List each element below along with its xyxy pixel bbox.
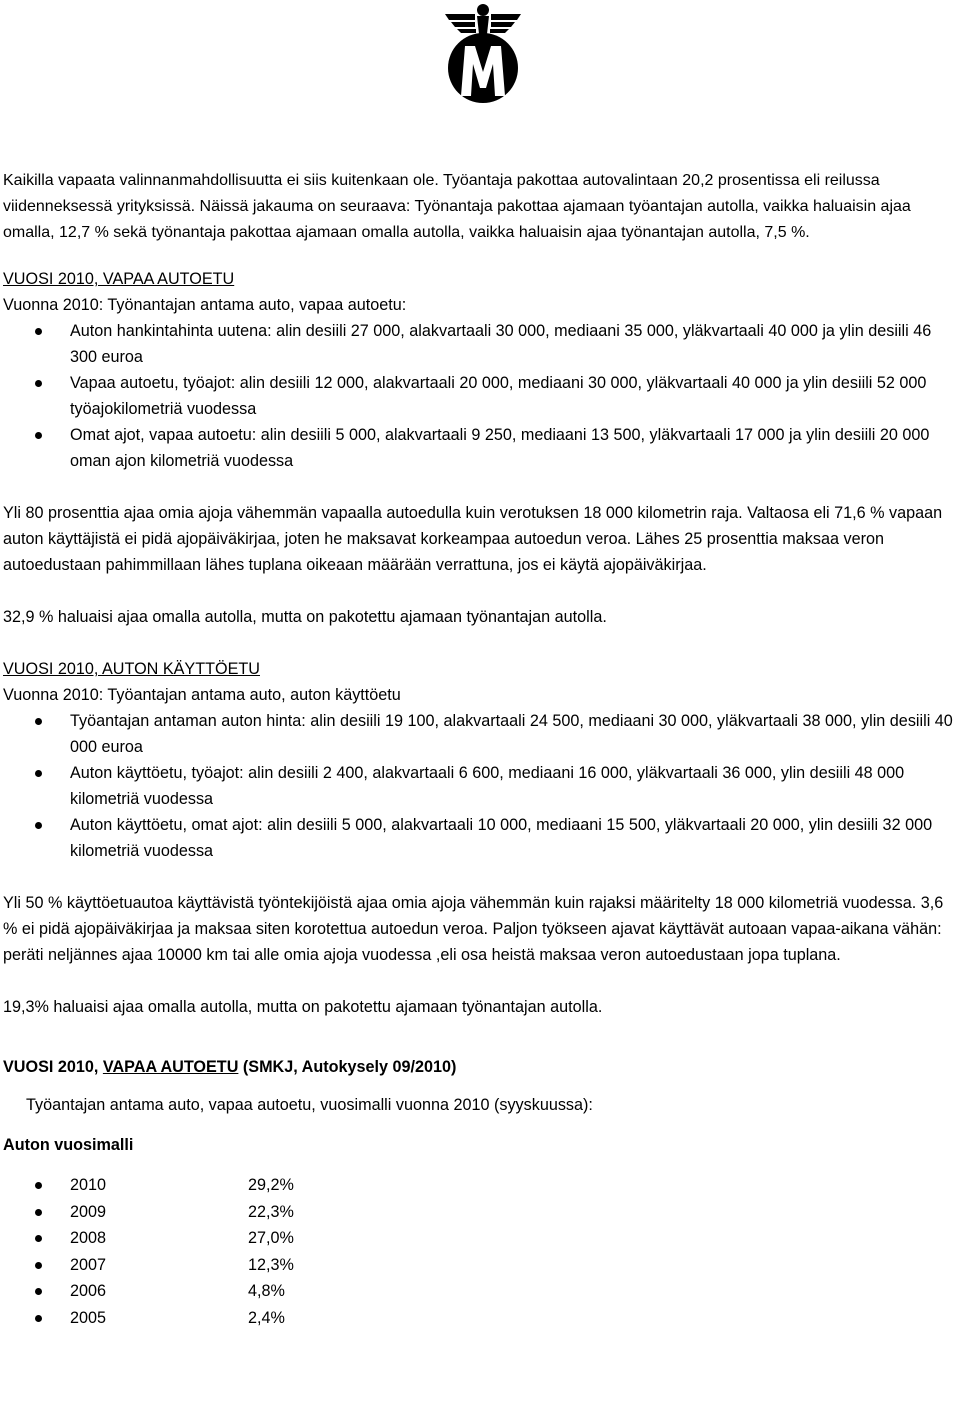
section2-bullet-list bbox=[3, 708, 955, 864]
section3-heading-part1: VUOSI 2010, bbox=[3, 1058, 103, 1076]
section3-heading bbox=[3, 1054, 955, 1080]
percent-value: 12,3% bbox=[248, 1255, 294, 1274]
section1-lead: Vuonna 2010: Työnantajan antama auto, vapaa autoetu: bbox=[3, 296, 407, 314]
section1-bullet-list bbox=[3, 318, 955, 474]
list-item: Auton käyttöetu, omat ajot: alin desiili 5 000, alakvartaali 10 000, mediaani 15 500, yläkvartaali 20 000, ylin desiili 32 000 kilometriä vuodessa bbox=[3, 812, 955, 864]
percent-value: 4,8% bbox=[248, 1282, 285, 1301]
list-item bbox=[3, 1278, 955, 1305]
section3-subheading: Auton vuosimalli bbox=[3, 1136, 134, 1154]
list-item bbox=[3, 1252, 955, 1279]
percent-value: 2,4% bbox=[248, 1308, 285, 1327]
section1-heading: VUOSI 2010, VAPAA AUTOETU bbox=[3, 270, 235, 288]
list-item: Auton käyttöetu, työajot: alin desiili 2 400, alakvartaali 6 600, mediaani 16 000, yläkvartaali 36 000, ylin desiili 48 000 kilometriä vuodessa bbox=[3, 760, 955, 812]
list-item bbox=[3, 1225, 955, 1252]
list-item: Omat ajot, vapaa autoetu: alin desiili 5 000, alakvartaali 9 250, mediaani 13 500, yläkvartaali 17 000 ja ylin desiili 20 000 oman ajon kilometriä vuodessa bbox=[3, 422, 955, 474]
year-label: 2010 bbox=[70, 1176, 107, 1194]
section2-heading: VUOSI 2010, AUTON KÄYTTÖETU bbox=[3, 660, 260, 678]
intro-paragraph: Kaikilla vapaata valinnanmahdollisuutta ei siis kuitenkaan ole. Työantaja pakottaa autovalintaan 20,2 prosentissa eli reilussa viidenneksessä yrityksissä. Näissä jakauma on seuraava: Työnantaja pakottaa ajamaan työantajan autolla, vaikka haluaisin ajaa omalla, 12,7 % sekä työnantaja pakottaa ajamaan omalla autolla, vaikka haluaisin ajaa työnantajan autolla, 7,5 %. bbox=[3, 172, 911, 241]
list-item: Auton hankintahinta uutena: alin desiili 27 000, alakvartaali 30 000, mediaani 35 000, yläkvartaali 40 000 ja ylin desiili 46 300 euroa bbox=[3, 318, 955, 370]
document-body bbox=[3, 168, 955, 1332]
percent-value: 29,2% bbox=[248, 1176, 294, 1194]
percent-value: 27,0% bbox=[248, 1229, 294, 1248]
section3-heading-part3: (SMKJ, Autokysely 09/2010) bbox=[238, 1058, 457, 1076]
section2-lead: Vuonna 2010: Työantajan antama auto, auton käyttöetu bbox=[3, 686, 401, 704]
list-item bbox=[3, 1172, 955, 1199]
year-label: 2007 bbox=[70, 1255, 107, 1274]
list-item bbox=[3, 1305, 955, 1332]
list-item bbox=[3, 1199, 955, 1226]
list-item: Vapaa autoetu, työajot: alin desiili 12 000, alakvartaali 20 000, mediaani 30 000, yläkvartaali 40 000 ja ylin desiili 52 000 työajokilometriä vuodessa bbox=[3, 370, 955, 422]
section1-paragraph: Yli 80 prosenttia ajaa omia ajoja vähemmän vapaalla autoedulla kuin verotuksen 18 000 kilometrin raja. Valtaosa eli 71,6 % vapaan auton käyttäjistä ei pidä ajopäiväkirjaa, joten he maksavat korkeampaa autoedun veroa. Lähes 25 prosenttia maksaa veron autoedustaan pahimmillaan lähes tuplana oikeaan määrään verrattuna, jos ei käytä ajopäiväkirjaa. bbox=[3, 504, 943, 574]
year-label: 2005 bbox=[70, 1308, 107, 1327]
year-label: 2009 bbox=[70, 1202, 107, 1221]
section3-heading-part2: VAPAA AUTOETU bbox=[102, 1058, 239, 1076]
organization-logo bbox=[443, 2, 523, 104]
section1-note: 32,9 % haluaisi ajaa omalla autolla, mutta on pakotettu ajamaan työnantajan autolla. bbox=[3, 608, 607, 626]
section3-lead: Työantajan antama auto, vapaa autoetu, vuosimalli vuonna 2010 (syyskuussa): bbox=[26, 1096, 593, 1114]
section2-note: 19,3% haluaisi ajaa omalla autolla, mutta on pakotettu ajamaan työnantajan autolla. bbox=[3, 998, 603, 1016]
year-label: 2006 bbox=[70, 1282, 107, 1301]
model-year-list bbox=[3, 1172, 955, 1332]
year-label: 2008 bbox=[70, 1229, 107, 1248]
section2-paragraph: Yli 50 % käyttöetuautoa käyttävistä työntekijöistä ajaa omia ajoja vähemmän kuin rajaksi määritelty 18 000 kilometriä vuodessa. 3,6 % ei pidä ajopäiväkirjaa ja maksaa siten korotettua autoedun veroa. Paljon työkseen ajavat käyttävät autoaan vapaa-aikana vähän: peräti neljännes ajaa 10000 km tai alle omia ajoja vuodessa ,eli osa heistä maksaa veron autoedustaan jopa tuplana. bbox=[3, 894, 944, 964]
percent-value: 22,3% bbox=[248, 1202, 294, 1221]
list-item: Työantajan antaman auton hinta: alin desiili 19 100, alakvartaali 24 500, mediaani 30 000, yläkvartaali 38 000, ylin desiili 40 000 euroa bbox=[3, 708, 955, 760]
